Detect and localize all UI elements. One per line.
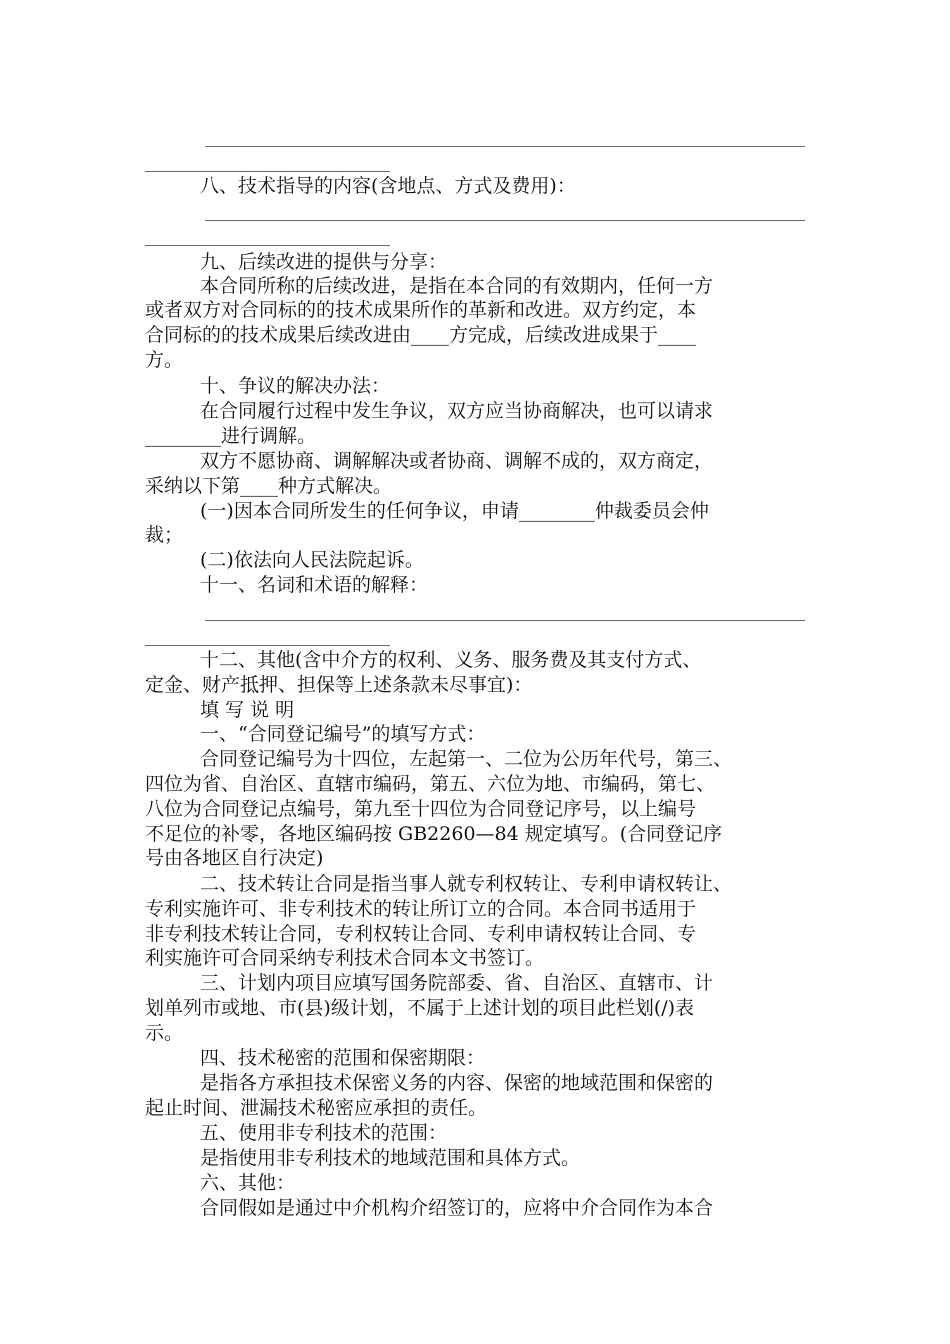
paragraph-line: 在合同履行过程中发生争议，双方应当协商解决，也可以请求 [200, 400, 714, 422]
paragraph-line: ________进行调解。 [145, 425, 317, 447]
blank-line [145, 645, 390, 646]
section-heading: 九、后续改进的提供与分享： [200, 251, 448, 273]
section-heading: 八、技术指导的内容(含地点、方式及费用)： [200, 175, 576, 197]
paragraph-line: 是指各方承担技术保密义务的内容、保密的地域范围和保密的 [200, 1072, 714, 1094]
paragraph-line: 起止时间、泄漏技术秘密应承担的责任。 [145, 1097, 488, 1119]
blank-line [145, 245, 390, 246]
paragraph-line: (二)依法向人民法院起诉。 [200, 549, 424, 571]
paragraph-line: 合同假如是通过中介机构介绍签订的，应将中介合同作为本合 [200, 1197, 714, 1219]
paragraph-line: 号由各地区自行决定) [145, 847, 324, 869]
section-heading: 十一、名词和术语的解释： [200, 574, 429, 596]
section-heading: 四、技术秘密的范围和保密期限： [200, 1047, 486, 1069]
section-heading: 五、使用非专利技术的范围： [200, 1122, 448, 1144]
paragraph-line: 三、计划内项目应填写国务院部委、省、自治区、直辖市、计 [200, 972, 714, 994]
paragraph-line: 划单列市或地、市(县)级计划，不属于上述计划的项目此栏划(/)表 [145, 997, 695, 1019]
paragraph-line: 合同标的的技术成果后续改进由____方完成，后续改进成果于____ [145, 324, 697, 346]
blank-line [145, 171, 390, 172]
paragraph-line: 或者双方对合同标的的技术成果所作的革新和改进。双方约定，本 [145, 299, 697, 321]
section-heading: 一、“合同登记编号”的填写方式： [200, 723, 486, 745]
paragraph-line: 二、技术转让合同是指当事人就专利权转让、专利申请权转让、 [200, 873, 733, 895]
blank-line [205, 620, 805, 621]
instructions-title: 填 写 说 明 [200, 699, 295, 721]
paragraph-line: (一)因本合同所发生的任何争议，申请________仲裁委员会仲 [200, 500, 709, 522]
paragraph-line: 是指使用非专利技术的地域范围和具体方式。 [200, 1147, 581, 1169]
paragraph-line: 本合同所称的后续改进，是指在本合同的有效期内，任何一方 [200, 275, 714, 297]
paragraph-line: 四位为省、自治区、直辖市编码，第五、六位为地、市编码，第七、 [145, 773, 716, 795]
paragraph-line: 专利实施许可、非专利技术的转让所订立的合同。本合同书适用于 [145, 898, 697, 920]
paragraph-line: 方。 [145, 349, 184, 371]
paragraph-line: 非专利技术转让合同，专利权转让合同、专利申请权转让合同、专 [145, 923, 697, 945]
section-heading: 六、其他： [200, 1172, 296, 1194]
paragraph-line: 不足位的补零，各地区编码按 GB2260—84 规定填写。(合同登记序 [145, 823, 723, 845]
paragraph-line: 定金、财产抵押、担保等上述条款未尽事宜)： [145, 674, 533, 696]
paragraph-line: 采纳以下第____种方式解决。 [145, 475, 393, 497]
blank-line [205, 220, 805, 221]
paragraph-line: 裁； [145, 524, 184, 546]
paragraph-line: 合同登记编号为十四位，左起第一、二位为公历年代号，第三、 [200, 748, 733, 770]
paragraph-line: 八位为合同登记点编号，第九至十四位为合同登记序号，以上编号 [145, 798, 697, 820]
section-heading: 十、争议的解决办法： [200, 375, 391, 397]
paragraph-line: 示。 [145, 1022, 184, 1044]
paragraph-line: 利实施许可合同采纳专利技术合同本文书签订。 [145, 947, 545, 969]
blank-line [205, 146, 805, 147]
paragraph-line: 双方不愿协商、调解解决或者协商、调解不成的，双方商定， [200, 450, 714, 472]
section-heading: 十二、其他(含中介方的权利、义务、服务费及其支付方式、 [200, 649, 702, 671]
